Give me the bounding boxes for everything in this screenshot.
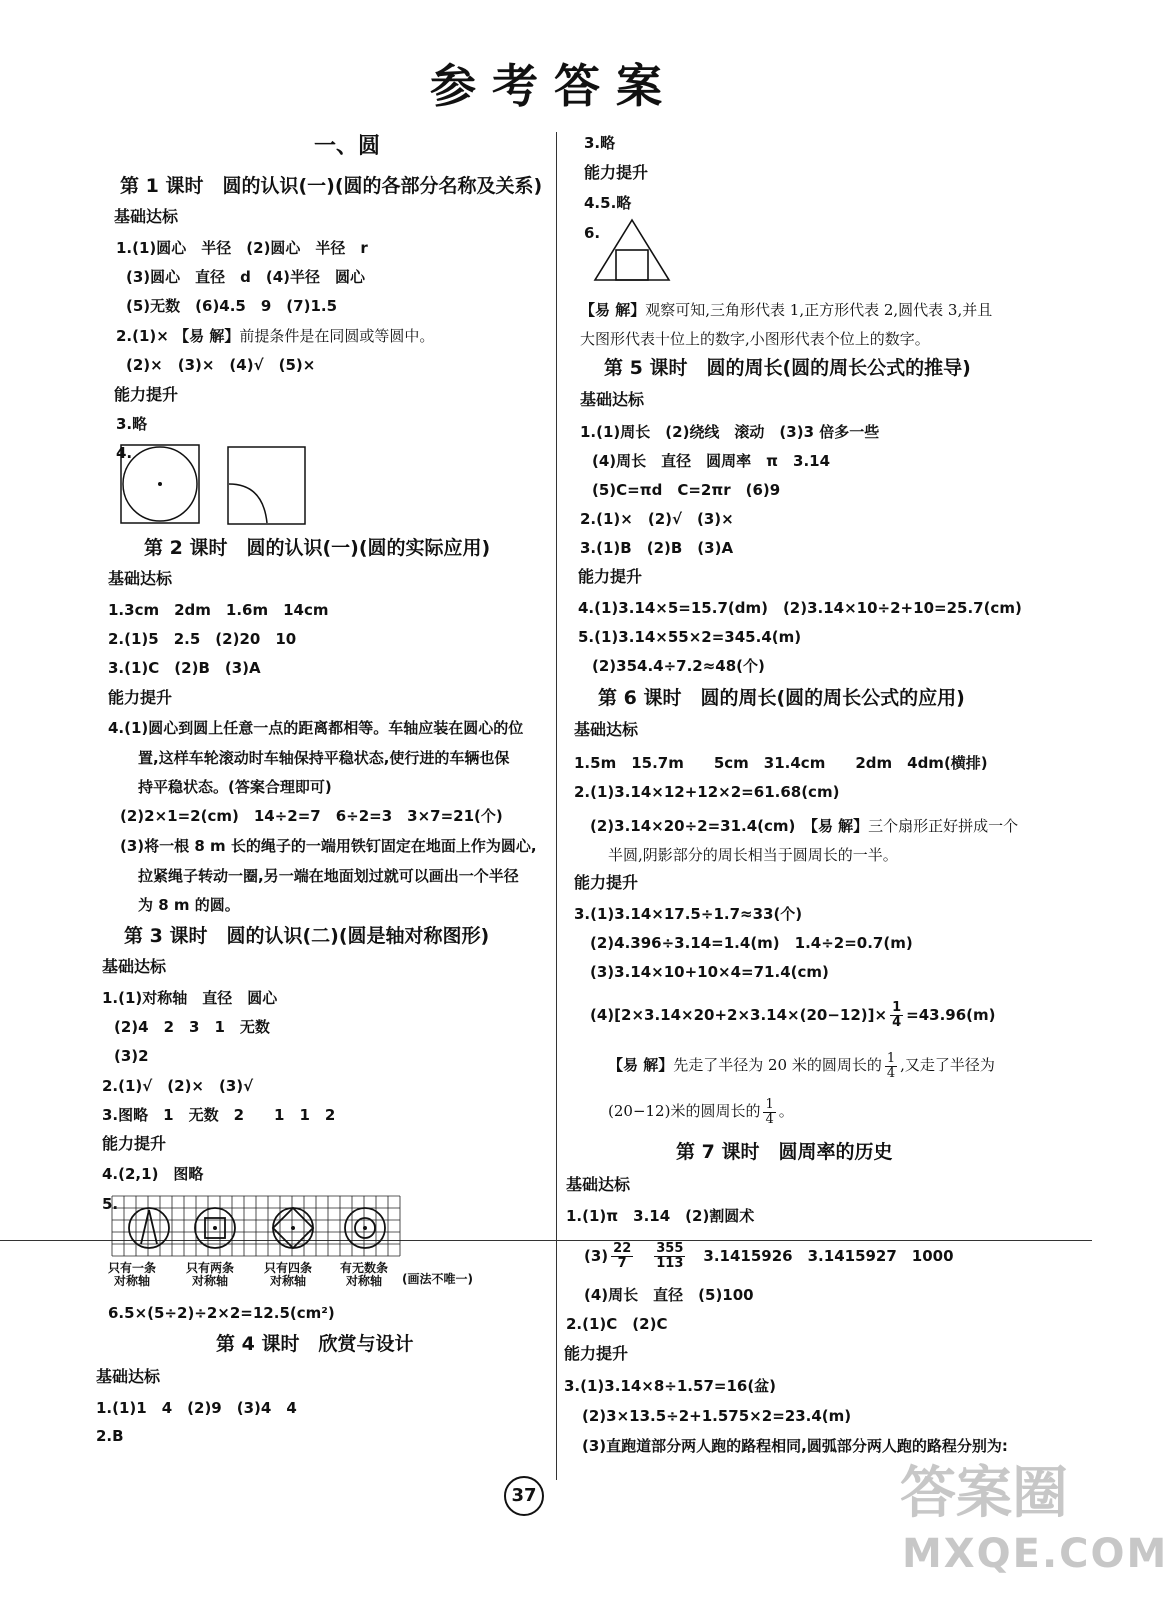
fraction-numerator: 1: [886, 1050, 896, 1066]
column-divider: [556, 132, 557, 1480]
page-title: 参 考 答 案: [429, 59, 663, 113]
fraction-numerator: 22: [613, 1241, 632, 1256]
fraction: [885, 1052, 897, 1081]
fraction-denominator: 4: [892, 1015, 902, 1030]
answer-line: 3.图略 1 无数 2 1 1 2: [102, 1106, 336, 1124]
explanation-text: 观察可知,三角形代表 1,正方形代表 2,圆代表 3,并且: [645, 301, 993, 319]
answer-text: =43.96(m): [906, 1006, 996, 1024]
explanation-text: 前提条件是在同圆或等圆中。: [239, 327, 435, 345]
section-ability: 能力提升: [564, 1344, 629, 1363]
page-number: 37: [504, 1476, 544, 1516]
watermark-logo: 答案圈: [900, 1461, 1068, 1526]
lesson-1-title: 第 1 课时 圆的认识(一)(圆的各部分名称及关系): [120, 175, 543, 197]
section-basic: 基础达标: [580, 390, 645, 409]
answer-line: 5.(1)3.14×55×2=345.4(m): [578, 628, 802, 646]
answer-line: 3.略: [116, 415, 148, 433]
symmetry-label: 只有一条 对称轴: [108, 1261, 157, 1288]
section-basic: 基础达标: [566, 1175, 631, 1194]
lesson-2-title: 第 2 课时 圆的认识(一)(圆的实际应用): [144, 537, 491, 559]
explanation-text: ,又走了半径为: [900, 1056, 995, 1074]
section-basic: 基础达标: [574, 720, 639, 739]
lesson-3-title: 第 3 课时 圆的认识(二)(圆是轴对称图形): [124, 925, 490, 947]
answer-line: 2.(1)× (2)√ (3)×: [580, 510, 734, 528]
fraction-numerator: 355: [656, 1241, 684, 1256]
answer-line: 2.B: [96, 1427, 124, 1445]
fraction-denominator: 7: [617, 1256, 627, 1271]
answer-line: (2)3×13.5÷2+1.575×2=23.4(m): [582, 1407, 852, 1425]
answer-line: 1.(1)圆心 半径 (2)圆心 半径 r: [116, 239, 368, 257]
explanation-line: [608, 1050, 995, 1081]
section-ability: 能力提升: [574, 873, 639, 892]
answer-text: 3.1415926 3.1415927 1000: [703, 1247, 954, 1265]
answer-line: [590, 816, 1018, 836]
section-ability: 能力提升: [102, 1134, 167, 1153]
answer-line: 2.(1)C (2)C: [566, 1315, 668, 1333]
unit-title: 一、圆: [314, 134, 381, 159]
answer-line: 2.(1)3.14×12+12×2=61.68(cm): [574, 783, 840, 801]
answer-line: 3.略: [584, 134, 616, 152]
symmetry-label: 只有四条 对称轴: [264, 1261, 313, 1288]
lesson-7-title: 第 7 课时 圆周率的历史: [676, 1141, 893, 1163]
answer-line: 置,这样车轮滚动时车轴保持平稳状态,使行进的车辆也保: [138, 749, 510, 767]
answer-line: (3)圆心 直径 d (4)半径 圆心: [126, 268, 366, 286]
lesson-5-title: 第 5 课时 圆的周长(圆的周长公式的推导): [604, 357, 971, 379]
explanation-line: 半圆,阴影部分的周长相当于圆周长的一半。: [608, 846, 898, 864]
section-basic: 基础达标: [102, 957, 167, 976]
lesson-6-title: 第 6 课时 圆的周长(圆的周长公式的应用): [598, 687, 965, 709]
explanation-line: [580, 300, 992, 320]
section-basic: 基础达标: [96, 1367, 161, 1386]
answer-line: (5)无数 (6)4.5 9 (7)1.5: [126, 297, 338, 315]
answer-line: (2)2×1=2(cm) 14÷2=7 6÷2=3 3×7=21(个): [120, 807, 503, 825]
answer-line: 4.5.略: [584, 194, 632, 212]
answer-line: (3)2: [114, 1047, 149, 1065]
answer-line: 3.(1)C (2)B (3)A: [108, 659, 261, 677]
answer-line: 1.(1)1 4 (2)9 (3)4 4: [96, 1399, 297, 1417]
answer-line: [590, 1000, 995, 1030]
answer-text: (2)3.14×20÷2=31.4(cm): [590, 817, 796, 835]
explanation-text: 三个扇形正好拼成一个: [868, 817, 1019, 835]
yijie-tag: 【易 解】: [810, 817, 869, 835]
answer-line: 6.: [584, 224, 601, 242]
explanation-line: 大图形代表十位上的数字,小图形代表个位上的数字。: [580, 330, 930, 348]
answer-line: (3)将一根 8 m 长的绳子的一端用铁钉固定在地面上作为圆心,: [120, 837, 537, 855]
answer-line: (3)直跑道部分两人跑的路程相同,圆弧部分两人跑的路程分别为:: [582, 1437, 1008, 1455]
answer-line: 为 8 m 的圆。: [138, 896, 240, 914]
answer-line: 持平稳状态。(答案合理即可): [138, 778, 332, 796]
answer-text: 2.(1)×: [116, 327, 169, 345]
fraction: [611, 1242, 633, 1271]
explanation-line: [608, 1096, 794, 1127]
yijie-tag: 【易 解】: [580, 301, 646, 319]
answer-line: 1.5m 15.7m 5cm 31.4cm 2dm 4dm(横排): [574, 754, 988, 772]
fraction-denominator: 4: [765, 1111, 774, 1127]
watermark-url: MXQE.COM: [902, 1531, 1168, 1577]
answer-text: (4)[2×3.14×20+2×3.14×(20−12)]×: [590, 1006, 888, 1024]
section-basic: 基础达标: [114, 207, 179, 226]
answer-line: 1.3cm 2dm 1.6m 14cm: [108, 601, 329, 619]
shape-combination-figure: [592, 218, 672, 284]
answer-line: 5.: [102, 1195, 119, 1213]
answer-line: 拉紧绳子转动一圈,另一端在地面划过就可以画出一个半径: [138, 867, 519, 885]
explanation-text: 先走了半径为 20 米的圆周长的: [673, 1056, 882, 1074]
lesson-4-title: 第 4 课时 欣赏与设计: [216, 1333, 414, 1355]
answer-line: 2.(1)√ (2)× (3)√: [102, 1077, 254, 1095]
fraction-denominator: 113: [656, 1256, 684, 1271]
answer-line: 3.(1)B (2)B (3)A: [580, 539, 734, 557]
answer-line: (4)周长 直径 圆周率 π 3.14: [592, 452, 831, 470]
section-ability: 能力提升: [584, 163, 649, 182]
explanation-text: (20−12)米的圆周长的: [608, 1102, 761, 1120]
fraction: [763, 1098, 775, 1127]
answer-line: (2)4.396÷3.14=1.4(m) 1.4÷2=0.7(m): [590, 934, 913, 952]
section-ability: 能力提升: [108, 688, 173, 707]
answer-line: [116, 326, 434, 346]
symmetry-note: (画法不唯一): [402, 1272, 473, 1286]
answer-line: (2)4 2 3 1 无数: [114, 1018, 270, 1036]
quarter-arc-figure: [227, 446, 307, 526]
answer-line: 3.(1)3.14×8÷1.57=16(盆): [564, 1377, 777, 1395]
symmetry-label: 有无数条 对称轴: [340, 1261, 389, 1288]
answer-line: [584, 1240, 954, 1272]
fraction-numerator: 1: [892, 1000, 902, 1015]
answer-line: 1.(1)对称轴 直径 圆心: [102, 989, 278, 1007]
answer-line: 1.(1)π 3.14 (2)割圆术: [566, 1207, 755, 1225]
yijie-tag: 【易 解】: [174, 327, 240, 345]
section-ability: 能力提升: [578, 567, 643, 586]
answer-line: (2)× (3)× (4)√ (5)×: [126, 356, 316, 374]
answer-line: 2.(1)5 2.5 (2)20 10: [108, 630, 297, 648]
answer-line: (4)周长 直径 (5)100: [584, 1286, 754, 1304]
answer-line: 4.: [116, 444, 133, 462]
section-ability: 能力提升: [114, 385, 179, 404]
fraction: [654, 1242, 685, 1271]
circle-in-square-figure: [120, 444, 200, 524]
symmetry-label: 只有两条 对称轴: [186, 1261, 235, 1288]
answer-line: 4.(1)3.14×5=15.7(dm) (2)3.14×10÷2+10=25.7(cm): [578, 599, 1022, 617]
section-basic: 基础达标: [108, 569, 173, 588]
answer-line: (5)C=πd C=2πr (6)9: [592, 481, 781, 499]
answer-line: 1.(1)周长 (2)绕线 滚动 (3)3 倍多一些: [580, 423, 880, 441]
yijie-tag: 【易 解】: [608, 1056, 674, 1074]
answer-line: (3)3.14×10+10×4=71.4(cm): [590, 963, 829, 981]
answer-text: (3): [584, 1247, 609, 1265]
answer-line: 3.(1)3.14×17.5÷1.7≈33(个): [574, 905, 803, 923]
answer-line: 4.(1)圆心到圆上任意一点的距离都相等。车轴应装在圆心的位: [108, 719, 524, 737]
fraction-numerator: 1: [765, 1096, 774, 1112]
answer-line: 4.(2,1) 图略: [102, 1165, 204, 1183]
fraction-denominator: 4: [886, 1065, 896, 1081]
answer-line: (2)354.4÷7.2≈48(个): [592, 657, 765, 675]
fraction: [890, 1001, 903, 1030]
answer-line: 6.5×(5÷2)÷2×2=12.5(cm²): [108, 1304, 335, 1322]
symmetry-grid-figure: [112, 1196, 402, 1258]
explanation-text: 。: [778, 1102, 794, 1120]
